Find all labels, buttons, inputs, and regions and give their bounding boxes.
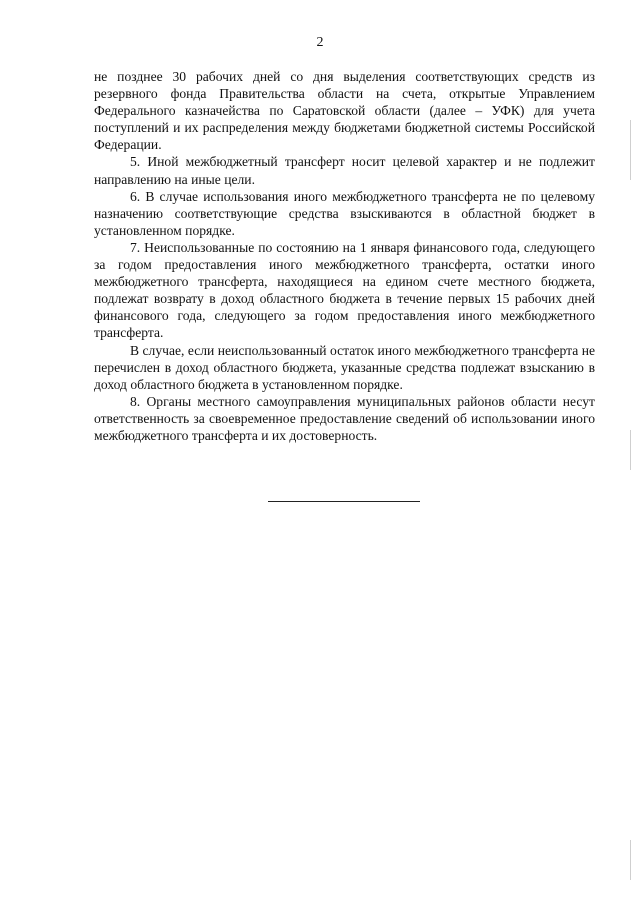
paragraph-item-7: 7. Неиспользованные по состоянию на 1 января финансового года, следующего за годом предоставления иного межбюджетного трансферта, остатки иного межбюджетного трансферта, находящиеся на едином счете местного бюджета, подлежат возврату в доход областного бюджета в течение первых 15 рабочих дней финансового года, следующего за годом предоставления иного межбюджетного трансферта. <box>94 239 595 341</box>
paragraph-item-5: 5. Иной межбюджетный трансферт носит целевой характер и не подлежит направлению на иные цели. <box>94 154 595 187</box>
document-body <box>94 68 595 444</box>
page-number: 2 <box>316 35 324 50</box>
paragraph-item-8: 8. Органы местного самоуправления муниципальных районов области несут ответственность за своевременное предоставление сведений об использовании иного межбюджетного трансферта и их достоверность. <box>94 393 595 443</box>
scan-edge-mark <box>630 120 631 180</box>
paragraph-item-6: 6. В случае использования иного межбюджетного трансферта не по целевому назначению соответствующие средства взыскиваются в областной бюджет в установленном порядке. <box>94 188 595 238</box>
paragraph-item-7-clause: В случае, если неиспользованный остаток иного межбюджетного трансферта не перечислен в доход областного бюджета, указанные средства подлежат взысканию в доход областного бюджета в установленном порядке. <box>94 342 595 392</box>
end-divider-line <box>268 501 420 502</box>
scan-edge-mark <box>630 840 631 880</box>
scan-edge-mark <box>630 430 631 470</box>
paragraph-continuation: не позднее 30 рабочих дней со дня выделения соответствующих средств из резервного фонда Правительства области на счета, открытые Управлением Федерального казначейства по Саратовской области (далее – УФК) для учета поступлений и их распределения между бюджетами бюджетной системы Российской Федерации. <box>94 69 595 153</box>
